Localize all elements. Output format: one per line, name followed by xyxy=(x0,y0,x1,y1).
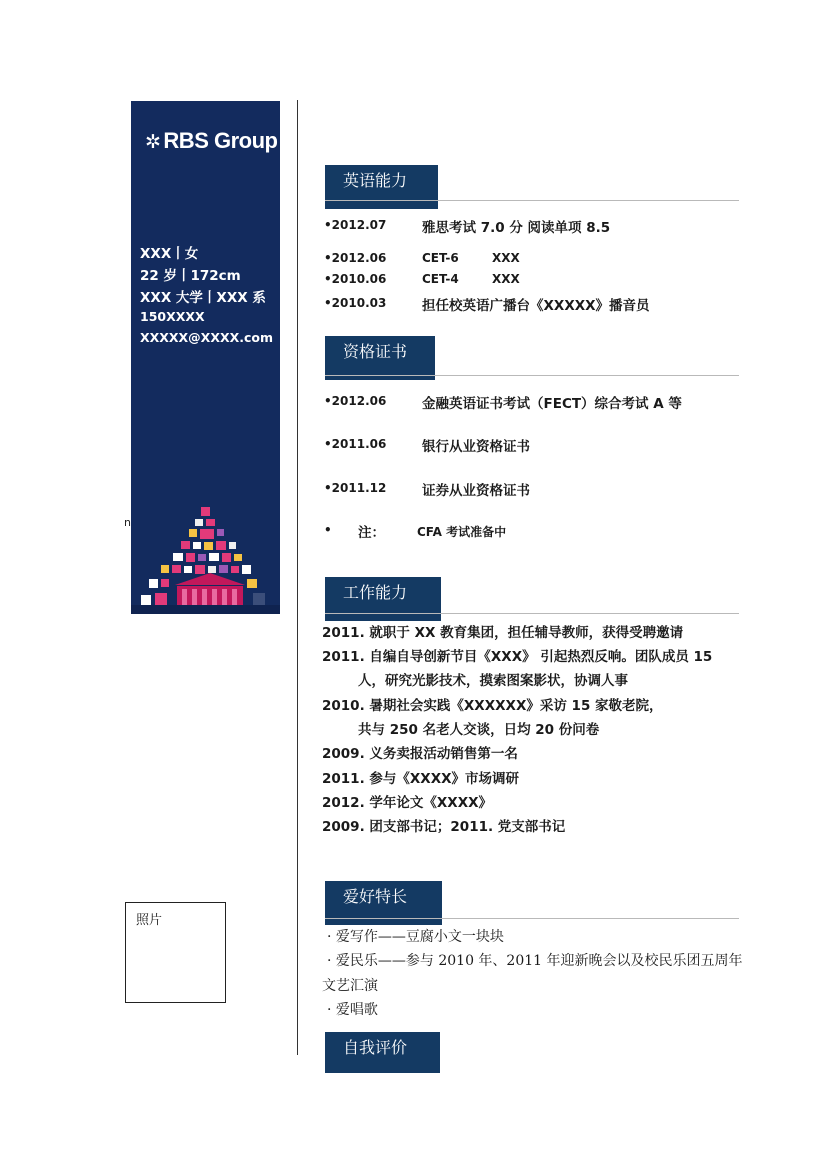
work-line: 2009. 义务卖报活动销售第一名 xyxy=(322,746,518,762)
stray-character: n xyxy=(124,516,131,529)
photo-placeholder xyxy=(125,902,226,1003)
section-header-english: 英语能力 xyxy=(325,165,438,209)
pyramid-icons xyxy=(131,507,280,614)
column-divider xyxy=(297,100,298,1055)
work-line: 2011. 自编自导创新节目《XXX》 引起热烈反响。团队成员 15 xyxy=(322,649,713,665)
hobby-line: · 爱民乐——参与 2010 年、2011 年迎新晚会以及校民乐团五周年 xyxy=(327,953,743,969)
rbs-logo-icon: ✲ xyxy=(145,132,161,153)
photo-label: 照片 xyxy=(136,913,163,928)
email-address: XXXXX@XXXX.com xyxy=(140,330,274,345)
work-line: 2012. 学年论文《XXXX》 xyxy=(322,795,493,811)
section-rule xyxy=(325,200,739,201)
section-header-self-evaluation: 自我评价 xyxy=(325,1032,440,1073)
section-header-work: 工作能力 xyxy=(325,577,441,621)
company-logo: ✲ RBS Group xyxy=(145,128,278,153)
section-header-certificates: 资格证书 xyxy=(325,336,435,380)
gender-line: XXX丨女 xyxy=(140,246,199,262)
section-rule xyxy=(325,613,739,614)
section-header-hobbies: 爱好特长 xyxy=(325,881,442,925)
age-line: 22 岁丨172cm xyxy=(140,268,241,284)
hobby-line: 文艺汇演 xyxy=(322,978,378,994)
hobby-line: · 爱写作——豆腐小文一块块 xyxy=(327,929,504,945)
school-line: XXX 大学丨XXX 系 xyxy=(140,290,266,306)
work-line: 人，研究光影技术，摸索图案影状，协调人事 xyxy=(358,673,628,689)
finance-icons-pyramid-illustration xyxy=(131,495,280,614)
section-rule xyxy=(325,375,739,376)
work-line: 共与 250 名老人交谈，日均 20 份问卷 xyxy=(358,722,600,738)
hobby-line: · 爱唱歌 xyxy=(327,1002,378,1018)
work-line: 2011. 就职于 XX 教育集团，担任辅导教师，获得受聘邀请 xyxy=(322,625,684,641)
work-line: 2011. 参与《XXXX》市场调研 xyxy=(322,771,520,787)
work-line: 2010. 暑期社会实践《XXXXXX》采访 15 家敬老院， xyxy=(322,698,663,714)
phone-number: 150XXXX xyxy=(140,309,205,324)
work-line: 2009. 团支部书记；2011. 党支部书记 xyxy=(322,819,566,835)
section-rule xyxy=(325,918,739,919)
